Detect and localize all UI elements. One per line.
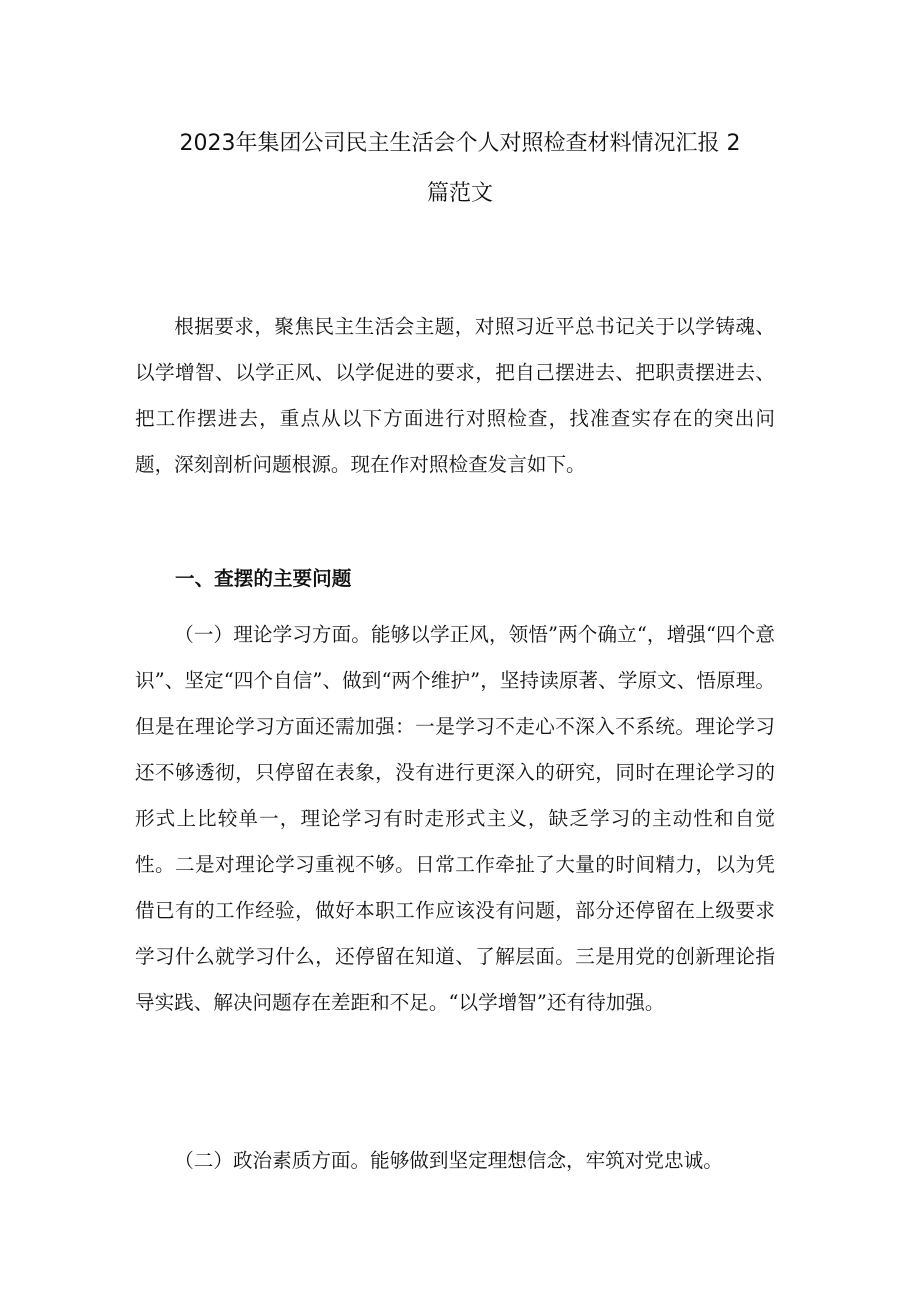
political-quality-paragraph: （二）政治素质方面。能够做到坚定理想信念，牢筑对党忠诚。: [174, 1149, 723, 1172]
section-heading: 一、查摆的主要问题: [175, 567, 352, 590]
document-title-line1: 2023年集团公司民主生活会个人对照检查材料情况汇报 2: [179, 131, 741, 156]
document-title-line2: 篇范文: [426, 181, 493, 206]
theory-study-paragraph: （一）理论学习方面。能够以学正风，领悟”两个确立“，增强“四个意识”、坚定“四个自信”、做到“两个维护”，坚持读原著、学原文、悟原理。但是在理论学习方面还需加强：一是学习不走心不深入不系统。理论学习还不够透彻，只停留在表象，没有进行更深入的研究，同时在理论学习的形式上比较单一，理论学习有时走形式主义，缺乏学习的主动性和自觉性。二是对理论学习重视不够。日常工作牵扯了大量的时间精力，以为凭借已有的工作经验，做好本职工作应该没有问题，部分还停留在上级要求学习什么就学习什么，还停留在知道、了解层面。三是用党的创新理论指导实践、解决问题存在差距和不足。“以学增智”还有待加强。: [135, 623, 775, 1014]
intro-paragraph: 根据要求，聚焦民主生活会主题，对照习近平总书记关于以学铸魂、以学增智、以学正风、以学促进的要求，把自己摆进去、把职责摆进去、把工作摆进去，重点从以下方面进行对照检查，找准查实存在的突出问题，深刻剖析问题根源。现在作对照检查发言如下。: [135, 315, 775, 476]
